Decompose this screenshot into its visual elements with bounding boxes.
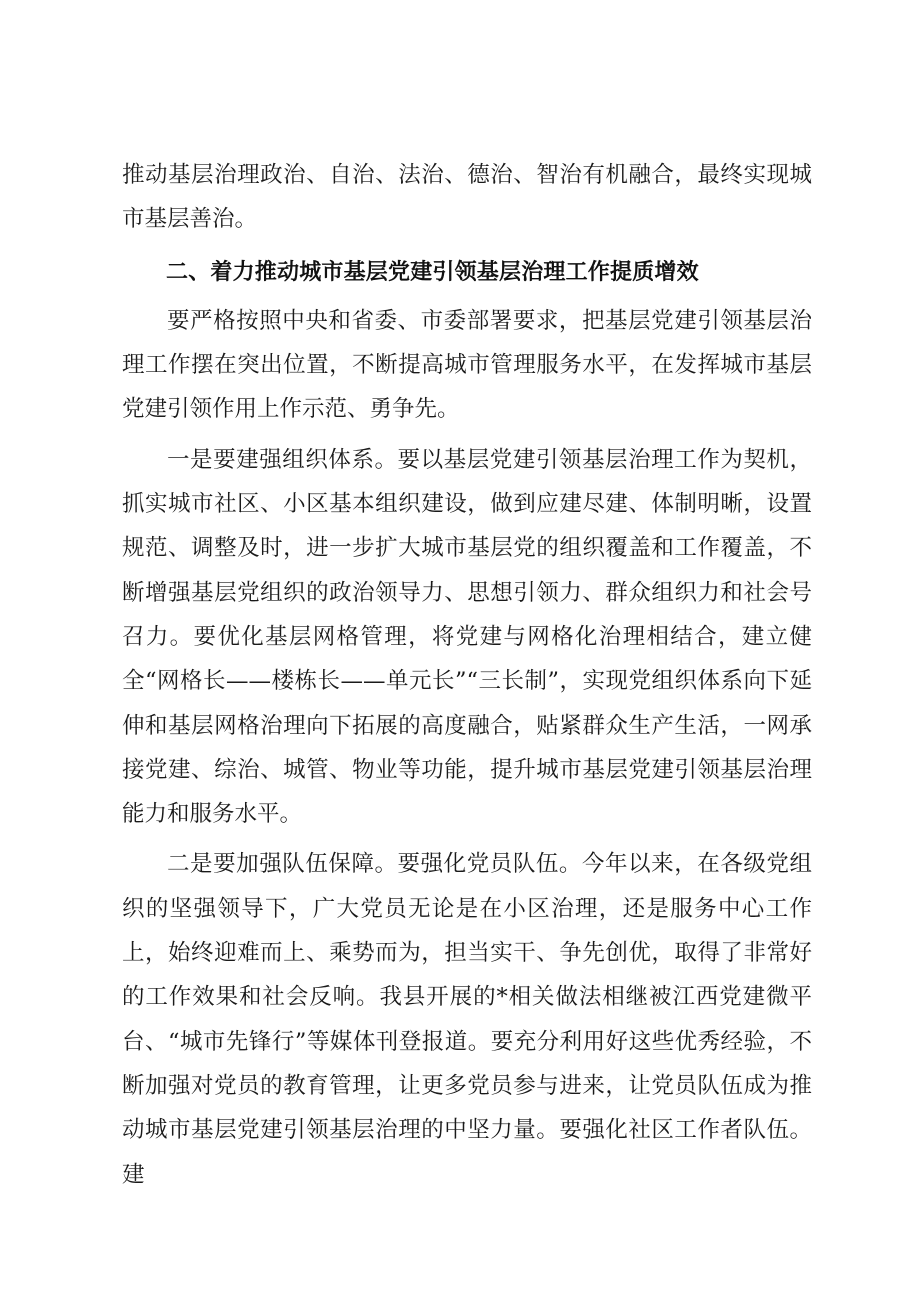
paragraph-team: 二是要加强队伍保障。要强化党员队伍。今年以来，在各级党组织的坚强领导下，广大党员无论是在小区治理，还是服务中心工作上，始终迎难而上、乘势而为，担当实干、争先创优，取得了非常好的工作效果和社会反响。我县开展的*相关做法相继被江西党建微平台、“城市先锋行”等媒体刊登报道。要充分利用好这些优秀经验，不断加强对党员的教育管理，让更多党员参与进来，让党员队伍成为推动城市基层党建引领基层治理的中坚力量。要强化社区工作者队伍。建 [122, 851, 812, 1188]
paragraph-continuation: 推动基层治理政治、自治、法治、德治、智治有机融合，最终实现城市基层善治。 [122, 162, 812, 233]
section-heading: 二、着力推动城市基层党建引领基层治理工作提质增效 [166, 259, 699, 285]
document-body [122, 153, 812, 1197]
paragraph-organization: 一是要建强组织体系。要以基层党建引领基层治理工作为契机，抓实城市社区、小区基本组织建设，做到应建尽建、体制明晰，设置规范、调整及时，进一步扩大城市基层党的组织覆盖和工作覆盖，不断增强基层党组织的政治领导力、思想引领力、群众组织力和社会号召力。要优化基层网格管理，将党建与网格化治理相结合，建立健全“网格长——楼栋长——单元长”“三长制”，实现党组织体系向下延伸和基层网格治理向下拓展的高度融合，贴紧群众生产生活，一网承接党建、综治、城管、物业等功能，提升城市基层党建引领基层治理能力和服务水平。 [122, 446, 812, 828]
paragraph-intro: 要严格按照中央和省委、市委部署要求，把基层党建引领基层治理工作摆在突出位置，不断提高城市管理服务水平，在发挥城市基层党建引领作用上作示范、勇争先。 [122, 307, 812, 423]
